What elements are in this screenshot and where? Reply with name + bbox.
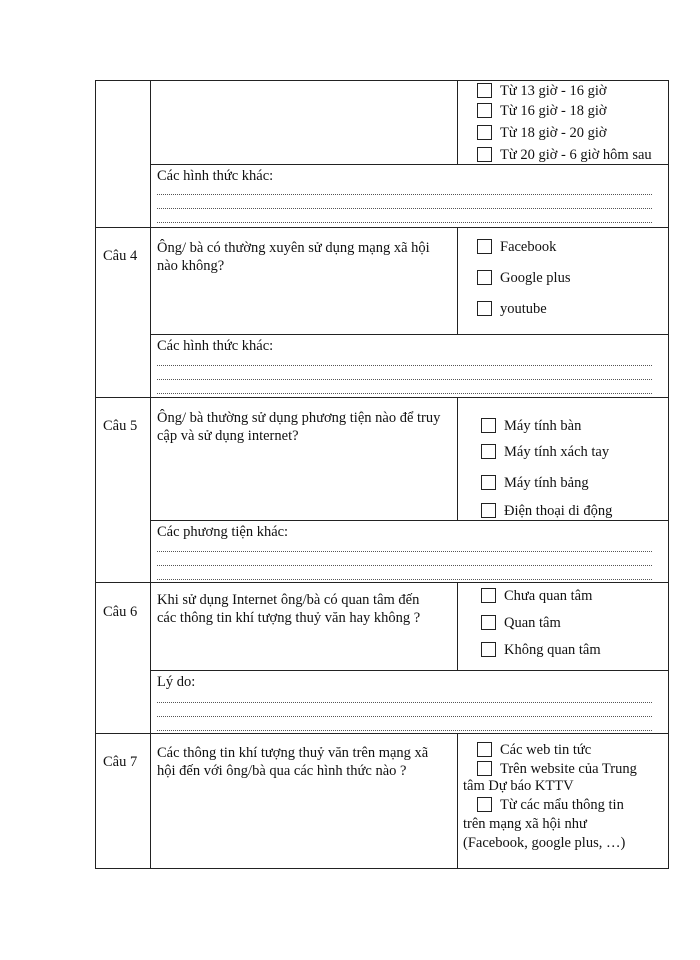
option-interested[interactable]: Quan tâm: [481, 614, 561, 632]
option-social-snippets-examples: (Facebook, google plus, …): [463, 835, 626, 851]
checkbox[interactable]: [477, 147, 492, 162]
option-google-plus[interactable]: Google plus: [477, 269, 570, 287]
row-divider: [150, 520, 669, 521]
question-text: Ông/ bà có thường xuyên sử dụng mạng xã hội nào không?: [157, 240, 430, 274]
answer-line[interactable]: [157, 355, 652, 366]
table-border-top: [95, 80, 669, 81]
row-divider: [95, 582, 669, 583]
option-youtube[interactable]: youtube: [477, 300, 547, 318]
answer-column-divider: [457, 397, 458, 520]
question-number: Câu 7: [103, 754, 138, 770]
other-devices-label: Các phương tiện khác:: [157, 524, 289, 540]
question-text: Các thông tin khí tượng thuỷ văn trên mạng xã hội đến với ông/bà qua các hình thức nào ?: [157, 745, 429, 779]
row-divider: [150, 670, 669, 671]
answer-column-divider: [457, 582, 458, 670]
checkbox[interactable]: [477, 797, 492, 812]
answer-line[interactable]: [157, 184, 652, 195]
option-18-20[interactable]: Từ 18 giờ - 20 giờ: [477, 124, 607, 142]
other-forms-label: Các hình thức khác:: [157, 338, 274, 354]
reason-label: Lý do:: [157, 674, 196, 690]
answer-line[interactable]: [157, 706, 652, 717]
answer-line[interactable]: [157, 569, 652, 580]
checkbox[interactable]: [481, 615, 496, 630]
option-center-website[interactable]: Trên website của Trung: [477, 760, 637, 778]
option-tablet[interactable]: Máy tính bảng: [481, 474, 589, 492]
checkbox[interactable]: [477, 742, 492, 757]
option-desktop[interactable]: Máy tính bàn: [481, 417, 581, 435]
question-number: Câu 4: [103, 248, 138, 264]
option-social-snippets[interactable]: Từ các mẩu thông tin: [477, 796, 624, 814]
answer-line[interactable]: [157, 369, 652, 380]
row-divider: [150, 334, 669, 335]
question-number: Câu 6: [103, 604, 138, 620]
question-number: Câu 5: [103, 418, 138, 434]
checkbox[interactable]: [481, 642, 496, 657]
option-13-16[interactable]: Từ 13 giờ - 16 giờ: [477, 82, 607, 100]
question-text: Ông/ bà thường sử dụng phương tiện nào để truy cập và sử dụng internet?: [157, 410, 441, 444]
row-divider: [95, 733, 669, 734]
checkbox[interactable]: [481, 418, 496, 433]
checkbox[interactable]: [477, 83, 492, 98]
answer-line[interactable]: [157, 720, 652, 731]
checkbox[interactable]: [477, 301, 492, 316]
option-not-interested[interactable]: Chưa quan tâm: [481, 587, 592, 605]
option-16-18[interactable]: Từ 16 giờ - 18 giờ: [477, 102, 607, 120]
option-mobile-phone[interactable]: Điện thoại di động: [481, 502, 612, 520]
option-facebook[interactable]: Facebook: [477, 238, 556, 256]
checkbox[interactable]: [481, 588, 496, 603]
answer-column-divider: [457, 227, 458, 334]
answer-line[interactable]: [157, 541, 652, 552]
row-divider: [95, 397, 669, 398]
checkbox[interactable]: [477, 125, 492, 140]
option-center-website-cont: tâm Dự báo KTTV: [463, 778, 574, 794]
answer-line[interactable]: [157, 383, 652, 394]
option-social-snippets-cont: trên mạng xã hội như: [463, 816, 587, 832]
answer-column-divider: [457, 80, 458, 164]
row-divider: [95, 227, 669, 228]
option-laptop[interactable]: Máy tính xách tay: [481, 443, 609, 461]
label-column-divider: [150, 80, 151, 868]
other-forms-label: Các hình thức khác:: [157, 168, 274, 184]
checkbox[interactable]: [477, 270, 492, 285]
answer-line[interactable]: [157, 198, 652, 209]
answer-column-divider: [457, 733, 458, 868]
answer-line[interactable]: [157, 692, 652, 703]
option-news-websites[interactable]: Các web tin tức: [477, 741, 591, 759]
answer-line[interactable]: [157, 212, 652, 223]
checkbox[interactable]: [477, 103, 492, 118]
checkbox[interactable]: [481, 475, 496, 490]
checkbox[interactable]: [481, 503, 496, 518]
table-border-left: [95, 80, 96, 868]
option-20-6[interactable]: Từ 20 giờ - 6 giờ hôm sau: [477, 146, 652, 164]
option-no-interest[interactable]: Không quan tâm: [481, 641, 601, 659]
answer-line[interactable]: [157, 555, 652, 566]
checkbox[interactable]: [481, 444, 496, 459]
table-border-right: [668, 80, 669, 868]
question-text: Khi sử dụng Internet ông/bà có quan tâm đến các thông tin khí tượng thuỷ văn hay không ?: [157, 592, 421, 626]
checkbox[interactable]: [477, 239, 492, 254]
row-divider: [150, 164, 669, 165]
checkbox[interactable]: [477, 761, 492, 776]
table-border-bottom: [95, 868, 669, 869]
